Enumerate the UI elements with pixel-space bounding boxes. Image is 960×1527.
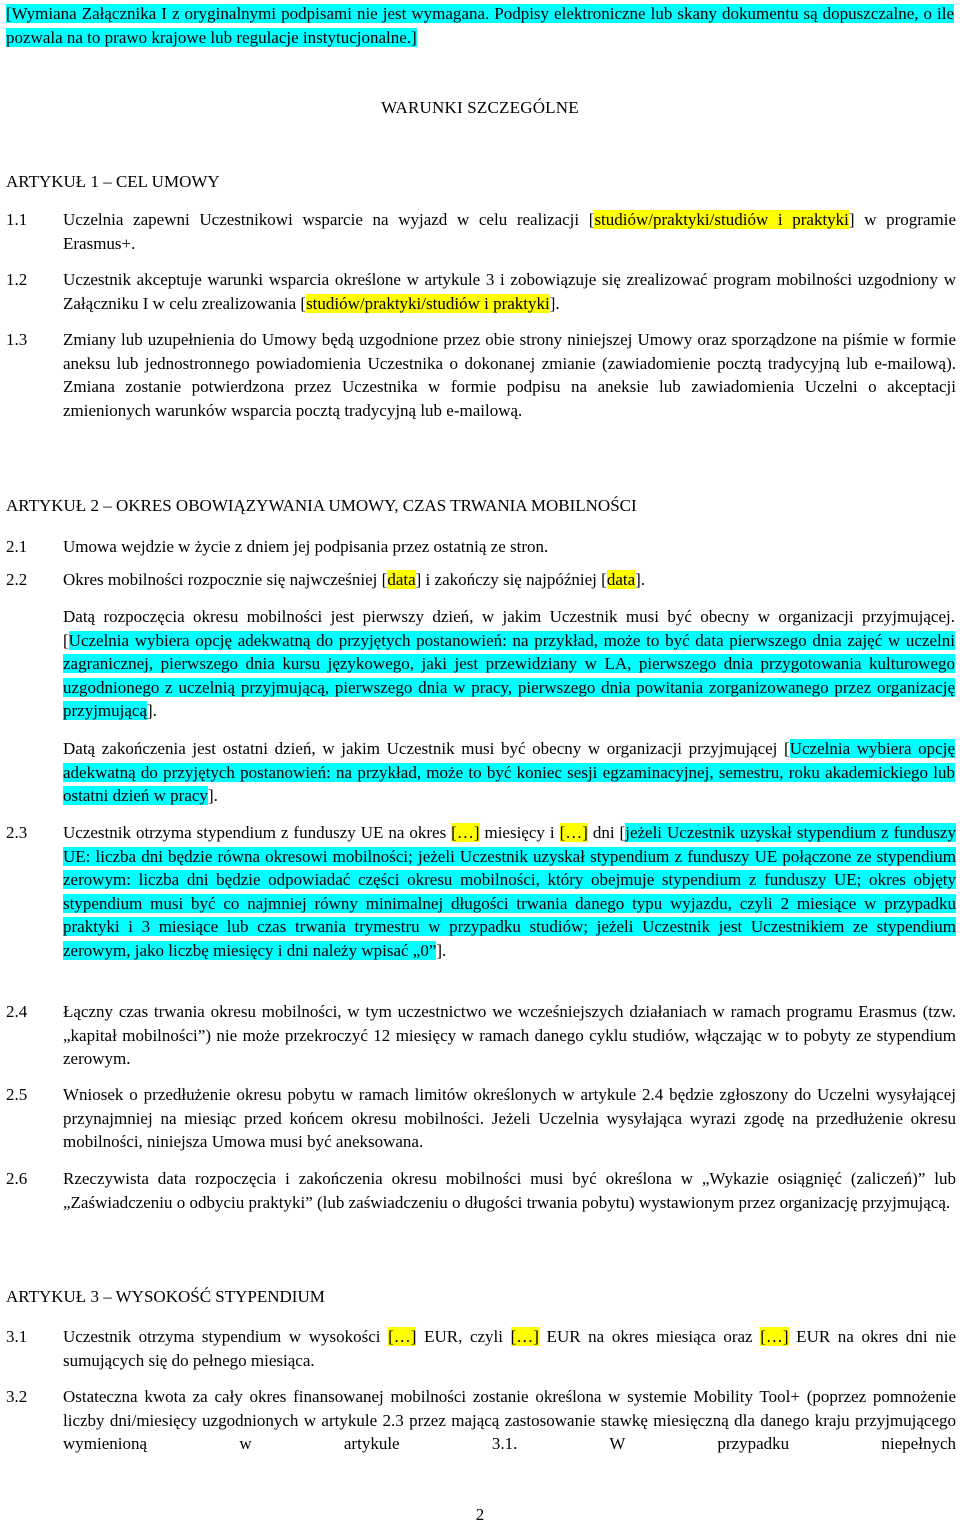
paragraph-number: 2.2 <box>6 570 28 589</box>
paragraph-2-1: 2.1 Umowa wejdzie w życie z dniem jej podpisania przez ostatnią ze stron. <box>6 535 956 559</box>
paragraph-number: 1.1 <box>6 210 28 229</box>
paragraph-number: 2.5 <box>6 1085 28 1104</box>
page-number: 2 <box>475 1505 485 1524</box>
paragraph-number: 2.1 <box>6 537 28 556</box>
amount-placeholder: […] <box>510 1327 539 1346</box>
amount-placeholder: […] <box>760 1327 789 1346</box>
placeholder-highlight: studiów/praktyki/studiów i praktyki <box>306 293 550 313</box>
start-date-paragraph: Datą rozpoczęcia okresu mobilności jest pierwszy dzień, w jakim Uczestnik musi być obecny w organizacji przyjmującej. [Uczelnia wybiera opcję adekwatną do przyjętych postanowień: na przykład, może to być data pierwszego dnia zajęć w uczelni zagranicznej, pierwszego dnia kursu językowego, jaki jest przewidziany w LA, pierwszego dnia przygotowania kulturowego uzgodnionego z uczelnią przyjmującą, pierwszego dnia w pracy, pierwszego dnia powitania zorganizowanego przez organizację przyjmującą]. <box>63 607 955 720</box>
paragraph-2-5: 2.5 Wniosek o przedłużenie okresu pobytu w ramach limitów określonych w artykule 2.4 będzie zgłoszony do Uczelni wysyłającej przynajmniej na miesiąc przed końcem okresu mobilności. Jeżeli Uczelnia wysyłająca wyrazi zgodę na przedłużenie okresu mobilności, niniejsza Umowa musi być aneksowana. <box>6 1085 956 1151</box>
months-placeholder: […] <box>451 823 480 842</box>
paragraph-number: 2.3 <box>6 823 28 842</box>
date-placeholder: data <box>387 570 416 589</box>
paragraph-2-6: 2.6 Rzeczywista data rozpoczęcia i zakończenia okresu mobilności musi być określona w „Wykazie osiągnięć (zaliczeń)” lub „Zaświadczeniu o odbyciu praktyki” (lub zaświadczeniu o długości trwania pobytu) wystawionym przez organizację przyjmującą. <box>6 1169 956 1212</box>
paragraph-number: 2.4 <box>6 1002 28 1021</box>
paragraph-1-3: 1.3 Zmiany lub uzupełnienia do Umowy będą uzgodnione przez obie strony niniejszej Umowy oraz sporządzone na piśmie w formie aneksu lub jednostronnego powiadomienia Uczestnika o dokonanej zmianie (zawiadomienie pocztą tradycyjną lub e-mailową). Zmiana zostanie potwierdzona przez Uczestnika w formie podpisu na aneksie lub zawiadomienia Uczelni o akceptacji zmienionych warunków wsparcia pocztą tradycyjną lub e-mailową. <box>6 330 956 420</box>
paragraph-2-4: 2.4 Łączny czas trwania okresu mobilności, w tym uczestnictwo we wcześniejszych działaniach w ramach programu Erasmus (tzw. „kapitał mobilności”) nie może przekroczyć 12 miesięcy w ramach danego cyklu studiów, włączając w to pobyty ze stypendium zerowym. <box>6 1002 956 1068</box>
paragraph-1-1: 1.1 Uczelnia zapewni Uczestnikowi wsparcie na wyjazd w celu realizacji [studiów/praktyki/studiów i praktyki] w programie Erasmus+. <box>6 210 956 253</box>
paragraph-number: 3.1 <box>6 1327 28 1346</box>
instruction-highlight: Uczelnia wybiera opcję adekwatną do przyjętych postanowień: na przykład, może to być data pierwszego dnia zajęć w uczelni zagranicznej, pierwszego dnia kursu językowego, jaki jest przewidziany w LA, pierwszego dnia przygotowania kulturowego uzgodnionego z uczelnią przyjmującą, pierwszego dnia w pracy, pierwszego dnia powitania zorganizowanego przez organizację przyjmującą <box>63 630 955 720</box>
instruction-highlight: jeżeli Uczestnik uzyskał stypendium z funduszy UE: liczba dni będzie równa okresowi mobilności; jeżeli Uczestnik uzyskał stypendium z funduszy UE połączone ze stypendium zerowym: liczba dni będzie odpowiadać części okresu mobilności, który obejmuje stypendium z funduszy UE; okres objęty stypendium musi być co najmniej równy minimalnej długości trwania danego typu wyjazdu, czyli 2 miesiące w przypadku praktyki i 3 miesiące lub czas trwania trymestru w przypadku studiów; jeżeli Uczestnik jest Uczestnikiem ze stypendium zerowym, jako liczbę miesięcy i dni należy wpisać „0” <box>63 823 956 960</box>
placeholder-highlight: studiów/praktyki/studiów i praktyki <box>594 210 849 229</box>
notice-highlight: [Wymiana Załącznika I z oryginalnymi podpisami nie jest wymagana. Podpisy elektroniczne lub skany dokumentu są dopuszczalne, o ile pozwala na to prawo krajowe lub regulacje instytucjonalne.] <box>6 4 954 47</box>
instruction-highlight: Uczelnia wybiera opcję adekwatną do przyjętych postanowień: na przykład, może to być koniec sesji egzaminacyjnej, semestru, roku akademickiego lub ostatni dzień w pracy <box>63 739 955 805</box>
paragraph-number: 1.3 <box>6 330 28 349</box>
article-3-heading: ARTYKUŁ 3 – WYSOKOŚĆ STYPENDIUM <box>6 1287 325 1306</box>
end-date-paragraph: Datą zakończenia jest ostatni dzień, w jakim Uczestnik musi być obecny w organizacji przyjmującej [Uczelnia wybiera opcję adekwatną do przyjętych postanowień: na przykład, może to być koniec sesji egzaminacyjnej, semestru, roku akademickiego lub ostatni dzień w pracy]. <box>63 739 955 805</box>
paragraph-1-2: 1.2 Uczestnik akceptuje warunki wsparcia określone w artykule 3 i zobowiązuje się zrealizować program mobilności uzgodniony w Załączniku I w celu zrealizowania [studiów/praktyki/studiów i praktyki]. <box>6 270 956 313</box>
days-placeholder: […] <box>559 823 588 842</box>
paragraph-3-1: 3.1 Uczestnik otrzyma stypendium w wysokości […] EUR, czyli […] EUR na okres miesiąca oraz […] EUR na okres dni nie sumujących się do pełnego miesiąca. <box>6 1327 957 1370</box>
notice-paragraph <box>6 2 954 49</box>
paragraph-number: 1.2 <box>6 270 28 289</box>
date-placeholder: data <box>606 570 636 589</box>
amount-placeholder: […] <box>388 1327 417 1346</box>
paragraph-number: 2.6 <box>6 1169 28 1188</box>
paragraph-2-2: 2.2 Okres mobilności rozpocznie się najwcześniej [data] i zakończy się najpóźniej [data]. <box>6 568 956 592</box>
article-2-heading: ARTYKUŁ 2 – OKRES OBOWIĄZYWANIA UMOWY, CZAS TRWANIA MOBILNOŚCI <box>6 496 637 515</box>
paragraph-2-3: 2.3 Uczestnik otrzyma stypendium z funduszy UE na okres […] miesięcy i […] dni [jeżeli Uczestnik uzyskał stypendium z funduszy UE: liczba dni będzie równa okresowi mobilności; jeżeli Uczestnik uzyskał stypendium z funduszy UE połączone ze stypendium zerowym: liczba dni będzie odpowiadać części okresu mobilności, który obejmuje stypendium z funduszy UE; okres objęty stypendium musi być co najmniej równy minimalnej długości trwania danego typu wyjazdu, czyli 2 miesiące w przypadku praktyki i 3 miesiące lub czas trwania trymestru w przypadku studiów; jeżeli Uczestnik jest Uczestnikiem ze stypendium zerowym, jako liczbę miesięcy i dni należy wpisać „0”]. <box>6 823 956 960</box>
document-title: WARUNKI SZCZEGÓLNE <box>381 98 579 117</box>
paragraph-3-2: 3.2 Ostateczna kwota za cały okres finansowanej mobilności zostanie określona w systemie Mobility Tool+ (poprzez pomnożenie liczby dni/miesięcy uzgodnionych w artykule 2.3 przez mającą zastosowanie stawkę miesięczną dla danego kraju przyjmującego wymienioną w artykule 3.1. W przypadku niepełnych <box>6 1387 956 1453</box>
article-1-heading: ARTYKUŁ 1 – CEL UMOWY <box>6 172 220 191</box>
paragraph-number: 3.2 <box>6 1387 28 1406</box>
